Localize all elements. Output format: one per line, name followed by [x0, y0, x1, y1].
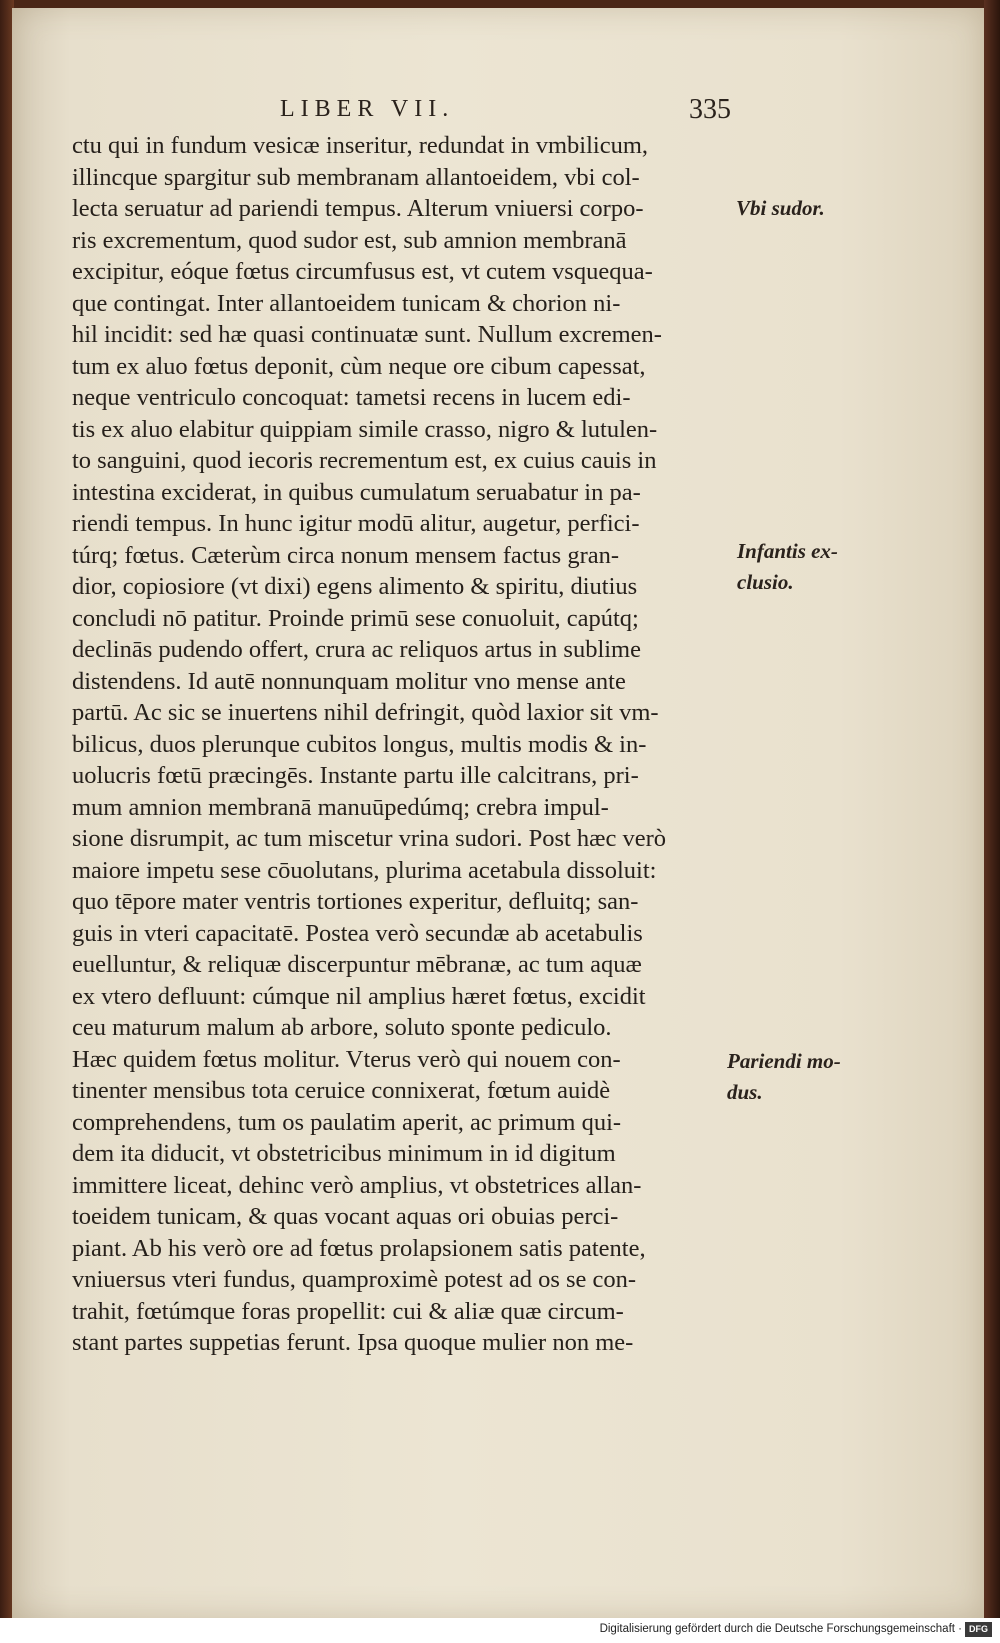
- text-line: declinās pudendo offert, crura ac reliquos artus in sublime: [72, 636, 641, 663]
- text-line: tum ex aluo fœtus deponit, cùm neque ore cibum capessat,: [72, 352, 646, 380]
- marginal-note-pariendi: Pariendi mo-: [727, 1049, 841, 1073]
- text-line: comprehendens, tum os paulatim aperit, ac primum qui-: [72, 1108, 622, 1136]
- marginal-note-sudor: Vbi sudor.: [736, 196, 825, 220]
- text-line: tis ex aluo elabitur quippiam simile crasso, nigro & lutulen-: [72, 415, 658, 443]
- text-line: quo tēpore mater ventris tortiones experitur, defluitq; san-: [72, 888, 639, 915]
- text-line: toeidem tunicam, & quas vocant aquas ori obuias perci-: [72, 1203, 619, 1230]
- marginal-note-exclusio-cont: clusio.: [737, 570, 794, 594]
- text-line: distendens. Id autē nonnunquam molitur vno mense ante: [72, 667, 626, 695]
- text-line: Hæc quidem fœtus molitur. Vterus verò qui nouem con-: [72, 1045, 621, 1073]
- text-line: mum amnion membranā manuūpedúmq; crebra impul-: [72, 793, 609, 821]
- text-line: trahit, fœtúmque foras propellit: cui & aliæ quæ circum-: [72, 1297, 624, 1325]
- text-line: maiore impetu sese cōuolutans, plurima acetabula dissoluit:: [72, 856, 657, 884]
- text-line: neque ventriculo concoquat: tametsi recens in lucem edi-: [72, 384, 631, 411]
- digitization-footer: [0, 1618, 1000, 1643]
- text-line: sione disrumpit, ac tum miscetur vrina sudori. Post hæc verò: [72, 825, 667, 852]
- text-line: tinenter mensibus tota ceruice connixerat, fœtum auidè: [72, 1077, 611, 1104]
- text-line: immittere liceat, dehinc verò amplius, vt obstetrices allan-: [72, 1171, 642, 1199]
- text-line: euelluntur, & reliquæ discerpuntur mēbranæ, ac tum aquæ: [72, 951, 642, 978]
- funding-credit: Digitalisierung gefördert durch die Deutsche Forschungsgemeinschaft ·: [599, 1623, 962, 1635]
- text-line: stant partes suppetias ferunt. Ipsa quoque mulier non me-: [72, 1329, 634, 1356]
- text-line: excipitur, eóque fœtus circumfusus est, vt cutem vsquequa-: [72, 258, 653, 285]
- marginal-note-exclusio: Infantis ex-: [737, 539, 838, 563]
- text-line: bilicus, duos plerunque cubitos longus, multis modis & in-: [72, 730, 647, 758]
- text-line: uolucris fœtū præcingēs. Instante partu ille calcitrans, pri-: [72, 762, 639, 789]
- text-line: guis in vteri capacitatē. Postea verò secundæ ab acetabulis: [72, 919, 643, 947]
- text-line: ris excrementum, quod sudor est, sub amnion membranā: [72, 226, 627, 254]
- text-line: ctu qui in fundum vesicæ inseritur, redundat in vmbilicum,: [72, 132, 649, 159]
- text-line: dior, copiosiore (vt dixi) egens alimento & spiritu, diutius: [72, 573, 638, 600]
- text-line: concludi nō patitur. Proinde primū sese conuoluit, capútq;: [72, 604, 639, 632]
- text-line: to sanguini, quod iecoris recrementum est, ex cuius cauis in: [72, 447, 657, 474]
- text-line: illincque spargitur sub membranam allantoeidem, vbi col-: [72, 163, 640, 191]
- text-line: partū. Ac sic se inuertens nihil defringit, quòd laxior sit vm-: [72, 699, 659, 726]
- book-fore-edge: [984, 0, 1000, 1618]
- marginal-note-pariendi-cont: dus.: [727, 1080, 763, 1104]
- text-line: dem ita diducit, vt obstetricibus minimum in id digitum: [72, 1140, 616, 1167]
- text-line: piant. Ab his verò ore ad fœtus prolapsionem satis patente,: [72, 1234, 646, 1262]
- body-text: [72, 130, 722, 1359]
- text-line: túrq; fœtus. Cæterùm circa nonum mensem factus gran-: [72, 541, 620, 569]
- dfg-logo: DFG: [965, 1622, 992, 1637]
- page-number: 335: [689, 94, 731, 125]
- text-line: hil incidit: sed hæ quasi continuatæ sunt. Nullum excremen-: [72, 321, 662, 348]
- text-line: intestina exciderat, in quibus cumulatum seruabatur in pa-: [72, 478, 641, 506]
- text-line: vniuersus vteri fundus, quamproximè potest ad os se con-: [72, 1266, 637, 1293]
- text-line: ex vtero defluunt: cúmque nil amplius hæret fœtus, excidit: [72, 982, 646, 1010]
- text-line: lecta seruatur ad pariendi tempus. Alterum vniuersi corpo-: [72, 195, 644, 222]
- running-head: LIBER VII.: [280, 96, 455, 122]
- text-line: riendi tempus. In hunc igitur modū alitur, augetur, perfici-: [72, 510, 640, 537]
- text-line: que contingat. Inter allantoeidem tunicam & chorion ni-: [72, 289, 621, 317]
- text-line: ceu maturum malum ab arbore, soluto sponte pediculo.: [72, 1014, 612, 1041]
